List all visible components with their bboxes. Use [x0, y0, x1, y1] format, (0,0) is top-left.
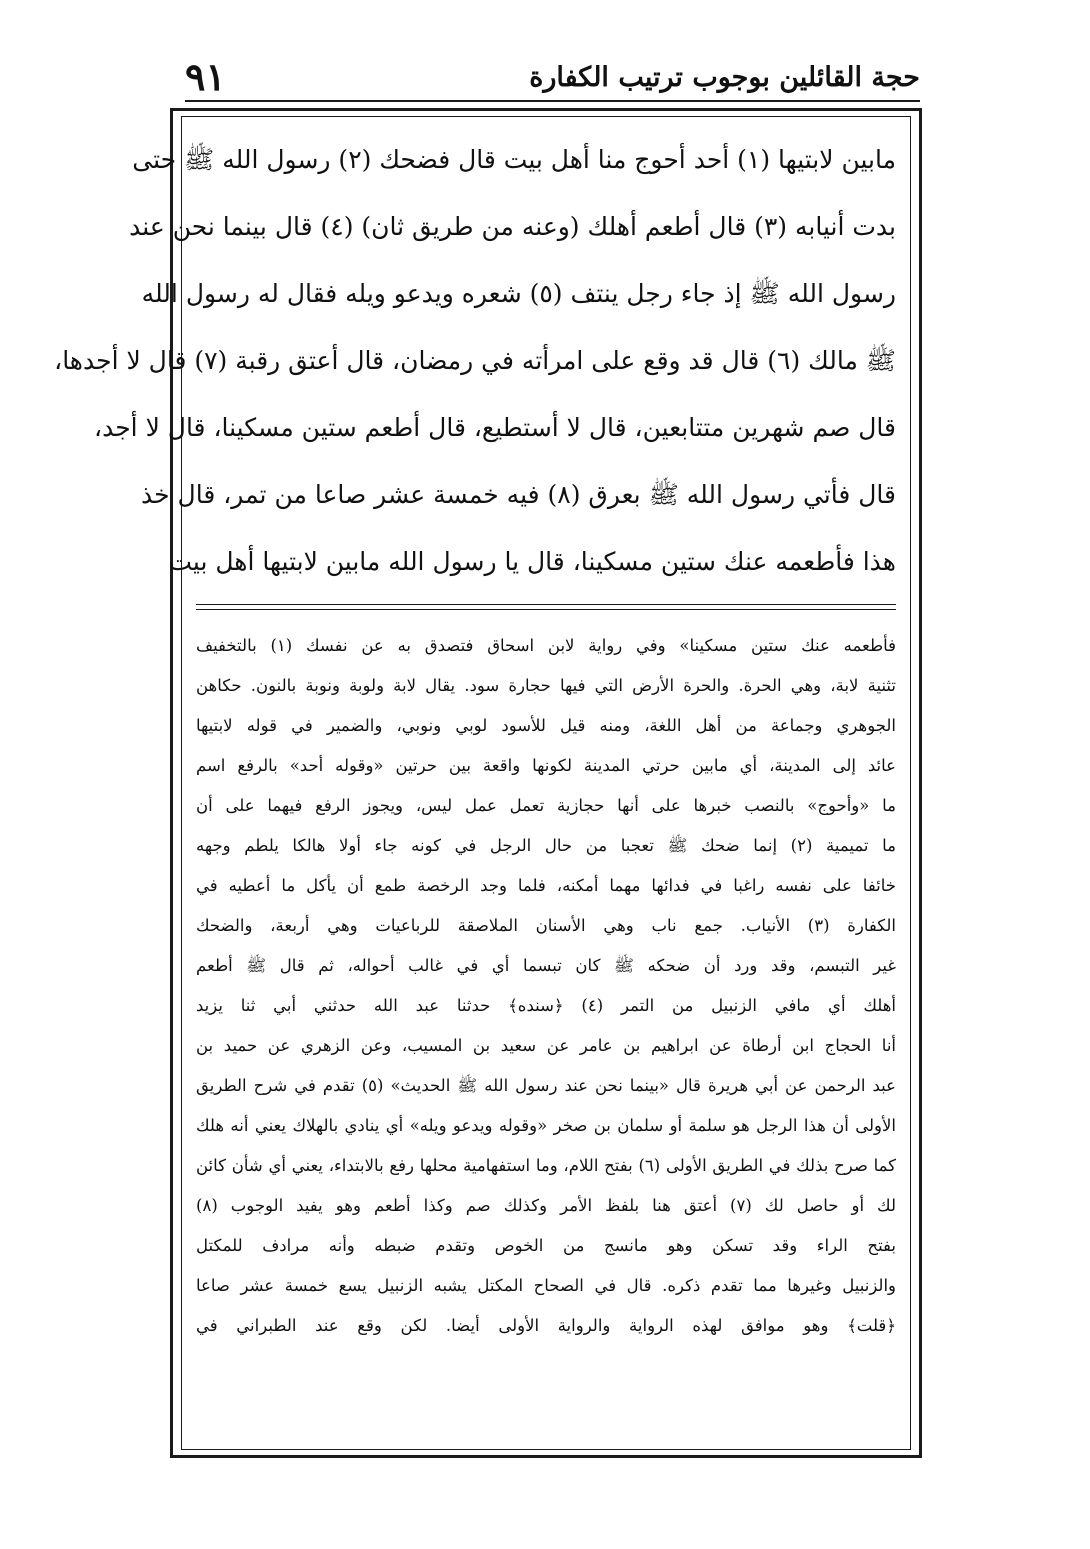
footnote-line: تثنية لابة، وهي الحرة. والحرة الأرض التي فيها حجارة سود. يقال لابة ولوبة ونوبة بالنون. حكاهن	[196, 676, 896, 695]
footnote-line: بفتح الراء وقد تسكن وهو مانسج من الخوص وتقدم ضبطه وأنه مرادف للمكتل	[196, 1236, 896, 1255]
footnote-line: أنا الحجاج ابن أرطاة عن ابراهيم بن عامر عن سعيد بن المسيب، وعن الزهري عن حميد بن	[196, 1036, 896, 1055]
footnote-line: أهلك أي مافي الزنبيل من التمر (٤) ﴿سنده﴾ حدثنا عبد الله حدثني أبي ثنا يزيد	[196, 996, 896, 1015]
footnote-line: عائد إلى المدينة، أي مابين حرتي المدينة لكونها واقعة بين حرتين «وقوله أحد» بالرفع اسم	[196, 756, 896, 775]
page-header	[185, 52, 920, 102]
footnote-separator-rule	[196, 604, 896, 605]
footnote-line: فأطعمه عنك ستين مسكينا» وفي رواية لابن اسحاق فتصدق به عن نفسك (١) بالتخفيف	[196, 636, 896, 655]
main-text-line: قال صم شهرين متتابعين، قال لا أستطيع، قال أطعم ستين مسكينا، قال لا أجد،	[94, 413, 896, 442]
main-text-line: مابين لابتيها (١) أحد أحوج منا أهل بيت قال فضحك (٢) رسول الله ﷺ حتى	[132, 145, 896, 174]
hadith-main-text	[54, 126, 896, 595]
main-text-line: بدت أنيابه (٣) قال أطعم أهلك (وعنه من طريق ثان) (٤) قال بينما نحن عند	[129, 212, 896, 241]
main-text-line: ﷺ مالك (٦) قال قد وقع على امرأته في رمضان، قال أعتق رقبة (٧) قال لا أجدها،	[54, 346, 896, 375]
footnote-line: ما «وأحوج» بالنصب خبرها على أنها حجازية تعمل عمل ليس، ويجوز الرفع فيهما على أن	[196, 796, 896, 815]
footnote-line: ﴿قلت﴾ وهو موافق لهذه الرواية والرواية الأولى أيضا. لكن وقع عند الطبراني في	[196, 1316, 896, 1335]
footnote-separator-rule	[196, 609, 896, 610]
main-text-line: رسول الله ﷺ إذ جاء رجل ينتف (٥) شعره ويدعو ويله فقال له رسول الله	[141, 279, 896, 308]
footnote-line: كما صرح بذلك في الطريق الأولى (٦) بفتح اللام، وما استفهامية محلها رفع بالابتداء، يعني أي شأن كائن	[196, 1156, 896, 1175]
footnote-line: والزنبيل وغيرها مما تقدم ذكره. قال في الصحاح المكتل يشبه الزنبيل يسع خمسة عشر صاعا	[196, 1276, 896, 1295]
main-text-line: قال فأتي رسول الله ﷺ بعرق (٨) فيه خمسة عشر صاعا من تمر، قال خذ	[141, 480, 896, 509]
page-number: ٩١	[185, 54, 226, 99]
footnote-line: ما تميمية (٢) إنما ضحك ﷺ تعجبا من حال الرجل في كونه جاء أولا هالكا يلطم وجهه	[196, 836, 896, 855]
commentary-footnotes	[196, 626, 896, 1346]
running-title: حجة القائلين بوجوب ترتيب الكفارة	[529, 62, 920, 93]
main-text-line: هذا فأطعمه عنك ستين مسكينا، قال يا رسول الله مابين لابتيها أهل بيت	[168, 547, 896, 576]
footnote-line: الأولى أن هذا الرجل هو سلمة أو سلمان بن صخر «وقوله ويدعو ويله» أي ينادي بالهلاك يعني أنه هلك	[196, 1116, 896, 1135]
footnote-line: خائفا على نفسه راغبا في فدائها مهما أمكنه، فلما وجد الرخصة طمع أن يأكل ما أعطيه في	[196, 876, 896, 895]
footnote-line: لك أو حاصل لك (٧) أعتق هنا بلفظ الأمر وكذلك صم وكذا أطعم وهو يفيد الوجوب (٨)	[196, 1196, 896, 1215]
footnote-line: الجوهري وجماعة من أهل اللغة، ومنه قيل للأسود لوبي ونوبي، والضمير في قوله لابتيها	[196, 716, 896, 735]
footnote-line: غير التبسم، وقد ورد أن ضحكه ﷺ كان تبسما أي في غالب أحواله، ثم قال ﷺ أطعم	[196, 956, 896, 975]
footnote-line: الكفارة (٣) الأنياب. جمع ناب وهي الأسنان الملاصقة للرباعيات وهي أربعة، والضحك	[196, 916, 896, 935]
footnote-line: عبد الرحمن عن أبي هريرة قال «بينما نحن عند رسول الله ﷺ الحديث» (٥) تقدم في شرح الطريق	[196, 1076, 896, 1095]
